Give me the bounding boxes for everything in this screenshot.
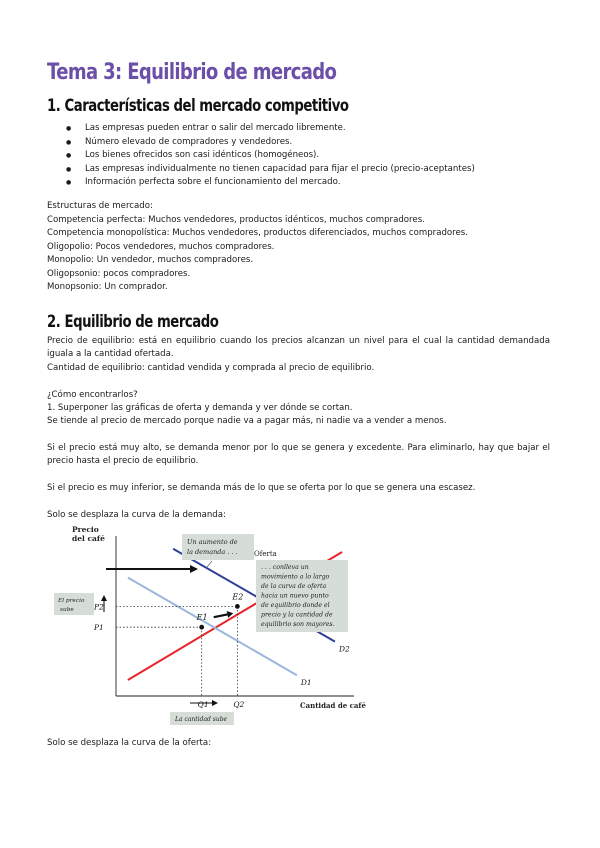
step-1-explanation: Se tiende al precio de mercado porque nadie va a pagar más, ni nadie va a vender a menos. [47,416,447,426]
list-item: ● Número elevado de compradores y vendedores. [66,136,475,150]
section-1-heading: 1. Características del mercado competitivo [47,96,349,116]
q2-tick-label: Q2 [233,700,245,709]
structure-item: Competencia perfecta: Muchos vendedores, productos idénticos, muchos compradores. [47,215,425,225]
list-item: ● Los bienes ofrecidos son casi idénticos (homogéneos). [66,149,475,163]
price-rise-arrow-head [101,595,107,601]
structures-intro: Estructuras de mercado: [47,201,153,211]
structure-item: Monopolio: Un vendedor, muchos compradores. [47,255,254,265]
structure-item: Monopsonio: Un comprador. [47,282,168,292]
demand-increase-note-line1: Un aumento de [187,538,238,546]
y-axis-label-line2: del café [72,534,105,543]
supply-note-line: de la curva de oferta [261,583,327,590]
characteristics-list [66,122,475,190]
page-title: Tema 3: Equilibrio de mercado [47,60,337,85]
demand-shift-arrow-head [190,565,198,573]
price-rises-note-line2: sube [60,607,74,613]
demand-shift-chart [52,520,372,730]
q1-tick-label: Q1 [197,700,209,709]
d2-label: D2 [338,644,350,654]
y-axis-label-line1: Precio [72,525,99,534]
price-rises-note-line1: El precio [58,598,85,604]
equilibrium-price-definition: Precio de equilibrio: está en equilibrio cuando los precios alcanzan un nivel para el cual la cantidad demandada iguala a la cantidad ofertada. [47,336,550,360]
demand-note-pointer [207,561,212,567]
list-item: ● Las empresas pueden entrar o salir del mercado libremente. [66,122,475,136]
list-item: ● Las empresas individualmente no tienen capacidad para fijar el precio (precio-aceptantes) [66,163,475,177]
p2-tick-label: P2 [94,602,104,612]
structure-item: Competencia monopolística: Muchos vendedores, productos diferenciados, muchos compradores. [47,228,469,238]
supply-note-line: precio y la cantidad de [261,611,333,619]
supply-curve-label: Oferta [254,550,277,558]
equilibrium-point-e2 [235,604,240,609]
quantity-rise-arrow-head [212,700,218,706]
list-item: ● Información perfecta sobre el funcionamiento del mercado. [66,176,475,190]
structure-item: Oligopsonio: pocos compradores. [47,269,191,279]
supply-note-line: equilibrio son mayores. [261,621,335,628]
e1-label: E1 [196,613,208,623]
demand-shift-caption: Solo se desplaza la curva de la demanda: [47,510,226,520]
p1-tick-label: P1 [94,623,104,633]
section-2-heading: 2. Equilibrio de mercado [47,312,219,332]
demand-increase-note-line2: la demanda . . . [187,548,238,556]
equilibrium-point-e1 [199,625,204,630]
low-price-paragraph: Si el precio es muy inferior, se demanda más de lo que se oferta por lo que se genera una escasez. [47,483,476,493]
quantity-rises-note: La cantidad sube [175,716,228,723]
d1-label: D1 [300,678,312,688]
step-1: 1. Superponer las gráficas de oferta y demanda y ver dónde se cortan. [47,403,353,413]
high-price-paragraph: Si el precio está muy alto, se demanda menor por lo que se genera y excedente. Para eliminarlo, hay que bajar el precio hasta el precio de equilibrio. [47,443,550,467]
supply-note-line: de equilibrio donde el [261,602,330,609]
e2-label: E2 [232,592,244,602]
structure-item: Oligopolio: Pocos vendedores, muchos compradores. [47,242,275,252]
supply-note-line: hacia un nuevo punto [261,592,329,600]
supply-shift-caption: Solo se desplaza la curva de la oferta: [47,738,212,748]
supply-note-line: . . . conlleva un [261,564,309,571]
x-axis-label: Cantidad de café [300,701,366,710]
how-to-find-question: ¿Cómo encontrarlos? [47,390,138,400]
movement-along-supply-arrow [214,614,228,617]
supply-note-line: movimiento a lo largo [261,573,330,581]
equilibrium-quantity-definition: Cantidad de equilibrio: cantidad vendida y comprada al precio de equilibrio. [47,363,375,373]
